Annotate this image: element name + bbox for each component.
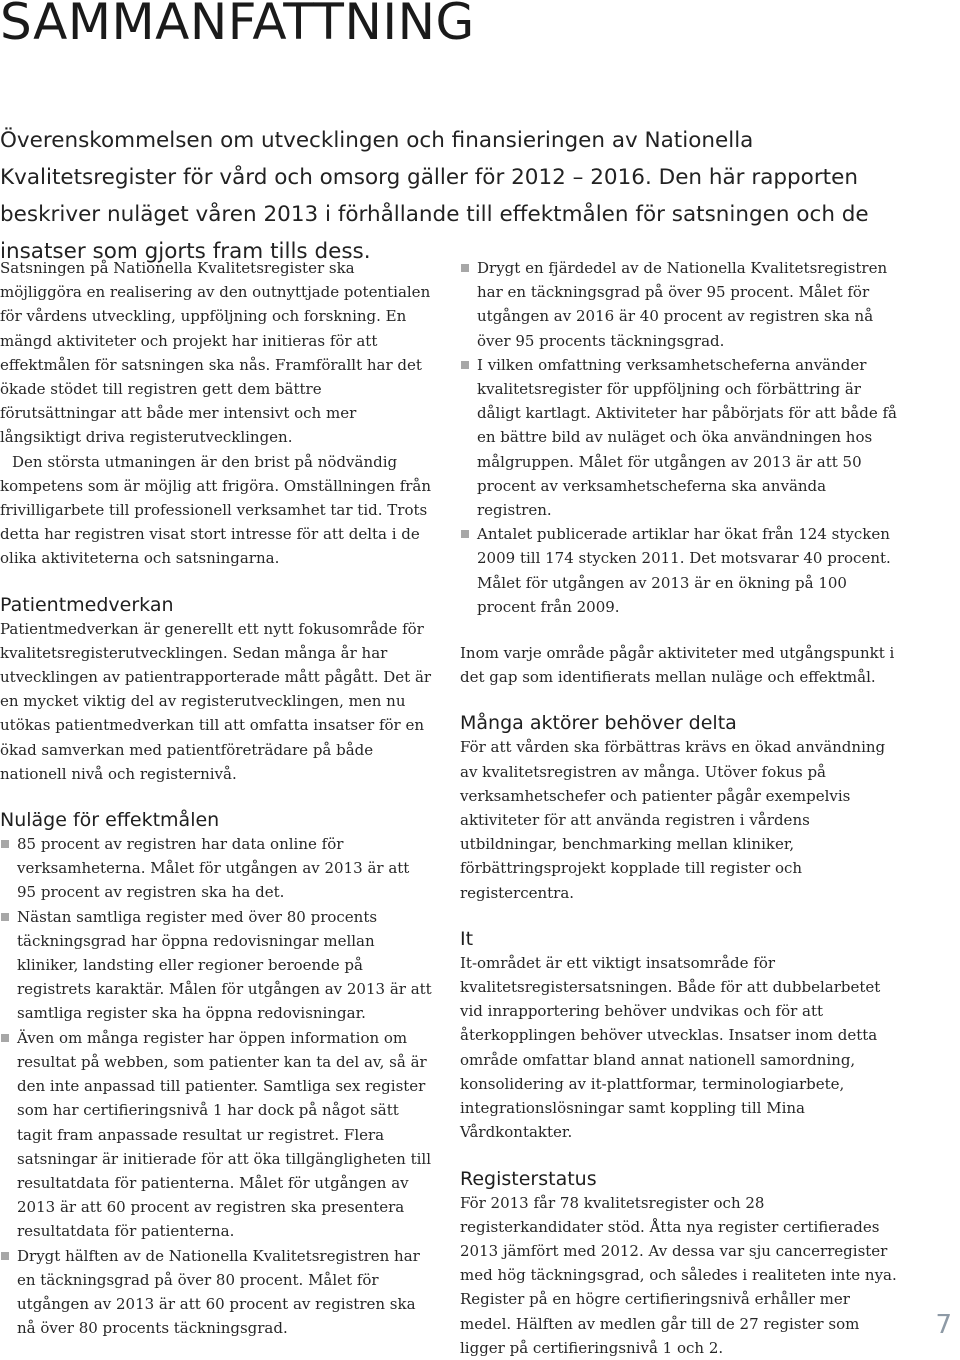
bullet-square-icon (461, 361, 469, 369)
list-item-text: 85 procent av registren har data online för verksamheterna. Målet för utgången av 2013 är att 95 procent av registren ska ha det. (17, 835, 410, 902)
list-item (460, 256, 900, 353)
lead-paragraph: Överenskommelsen om utvecklingen och finansieringen av Nationella Kvalitetsregister för vård och omsorg gäller för 2012 – 2016. Den här rapporten beskriver nuläget våren 2013 i förhållande till effektmålen för satsningen och de insatser som gjorts fram tills dess. (0, 128, 869, 264)
registerstatus-paragraph: För 2013 får 78 kvalitetsregister och 28 registerkandidater stöd. Åtta nya register certifierades 2013 jämfört med 2012. Av dessa var sju cancerregister med hög täckningsgrad, och således i realiteten inte nya. Register på en högre certifieringsnivå erhåller mer medel. Hälften av medlen går till de 27 register som ligger på certifieringsnivå 1 och 2. (460, 1193, 897, 1357)
bullet-square-icon (1, 840, 9, 848)
section-heading-nulage: Nuläge för effektmålen (0, 809, 220, 832)
list-item (0, 1026, 432, 1244)
section-heading-patientmedverkan: Patientmedverkan (0, 593, 174, 616)
bullet-square-icon (1, 1252, 9, 1260)
section-heading-registerstatus: Registerstatus (460, 1167, 597, 1190)
bullet-square-icon (1, 1034, 9, 1042)
list-item (460, 353, 900, 522)
list-item (0, 1244, 432, 1341)
list-item-text: Antalet publicerade artiklar har ökat från 124 stycken 2009 till 174 stycken 2011. Det motsvarar 40 procent. Målet för utgången av 2013 är en ökning på 100 procent från 2009. (477, 525, 891, 616)
section-heading-aktorer: Många aktörer behöver delta (460, 712, 737, 735)
gap-paragraph: Inom varje område pågår aktiviteter med utgångspunkt i det gap som identifierats mellan nuläge och effektmål. (460, 644, 895, 687)
list-item (0, 832, 432, 905)
section-heading-it: It (460, 927, 474, 950)
list-item-text: I vilken omfattning verksamhetscheferna använder kvalitetsregister för uppföljning och förbättring är dåligt kartlagt. Aktiviteter har påbörjats för att både få en bättre bild av nuläget och öka användningen hos målgruppen. Målet för utgången av 2013 är att 50 procent av verksamhetscheferna ska använda registren. (477, 355, 897, 520)
nulage-bullet-list (0, 832, 432, 1340)
bullet-square-icon (461, 530, 469, 538)
bullet-square-icon (1, 913, 9, 921)
aktorer-paragraph: För att vården ska förbättras krävs en ökad användning av kvalitetsregistren av många. Utöver fokus på verksamhetschefer och patienter pågår exempelvis aktiviteter för att använda registren i vårdens utbildningar, benchmarking mellan kliniker, förbättringsprojekt kopplade till register och registercentra. (460, 738, 886, 902)
intro-paragraph: Satsningen på Nationella Kvalitetsregister ska möjliggöra en realisering av den outnyttjade potentialen för vårdens utveckling, uppföljning och forskning. En mängd aktiviteter och projekt har initieras för att effektmålen för satsningen ska nås. Framförallt har det ökade stödet till registren gett dem bättre förutsättningar att både mer intensivt och mer långsiktigt driva registerutvecklingen. (0, 259, 431, 447)
left-column (0, 256, 432, 1340)
page-number: 7 (935, 1310, 952, 1340)
patientmedverkan-paragraph: Patientmedverkan är generellt ett nytt fokusområde för kvalitetsregisterutvecklingen. Sedan många år har utvecklingen av patientrapporterade mått pågått. Det är en mycket viktig del av registerutvecklingen, men nu utökas patientmedverkan till att omfatta insatser för en ökad samverkan med patientföreträdare på både nationell nivå och registernivå. (0, 619, 432, 783)
it-paragraph: It-området är ett viktigt insatsområde för kvalitetsregistersatsningen. Både för att dubbelarbetet vid inrapportering behöver undvikas och för att återkopplingen behöver utvecklas. Insatser inom detta område omfattar bland annat nationell samordning, konsolidering av it-plattformar, terminologiarbete, integrationslösningar samt koppling till Mina Vårdkontakter. (460, 953, 881, 1142)
right-column (460, 256, 900, 1360)
page-title: SAMMANFATTNING (0, 0, 475, 51)
effektmal-bullet-list (460, 256, 900, 619)
list-item-text: Drygt hälften av de Nationella Kvalitetsregistren har en täckningsgrad på över 80 procent. Målet för utgången av 2013 är att 60 procent av registren ska nå över 80 procents täckningsgrad. (17, 1246, 420, 1338)
bullet-square-icon (461, 264, 469, 272)
list-item-text: Drygt en fjärdedel av de Nationella Kvalitetsregistren har en täckningsgrad på över 95 procent. Målet för utgången av 2016 är 40 procent av registren ska nå över 95 procents täckningsgrad. (477, 259, 888, 350)
intro-paragraph-2: Den största utmaningen är den brist på nödvändig kompetens som är möjlig att frigöra. Omställningen från frivilligarbete till professionell verksamhet tar tid. Trots detta har registren visat stort intresse för att delta i de olika aktiviteterna och satsningarna. (0, 452, 432, 568)
list-item (460, 522, 900, 619)
list-item-text: Nästan samtliga register med över 80 procents täckningsgrad har öppna redovisningar mellan kliniker, landsting eller regioner beroende på registrets karaktär. Målen för utgången av 2013 är att samtliga register ska ha öppna redovisningar. (17, 907, 432, 1023)
list-item (0, 905, 432, 1026)
list-item-text: Även om många register har öppen information om resultat på webben, som patienter kan ta del av, så är den inte anpassad till patienter. Samtliga sex register som har certifieringsnivå 1 har dock på något sätt tagit fram anpassade resultat ur registret. Flera satsningar är initierade för att öka tillgängligheten till resultatdata för patienterna. Målet för utgången av 2013 är att 60 procent av registren ska presentera resultatdata för patienterna. (17, 1028, 432, 1241)
